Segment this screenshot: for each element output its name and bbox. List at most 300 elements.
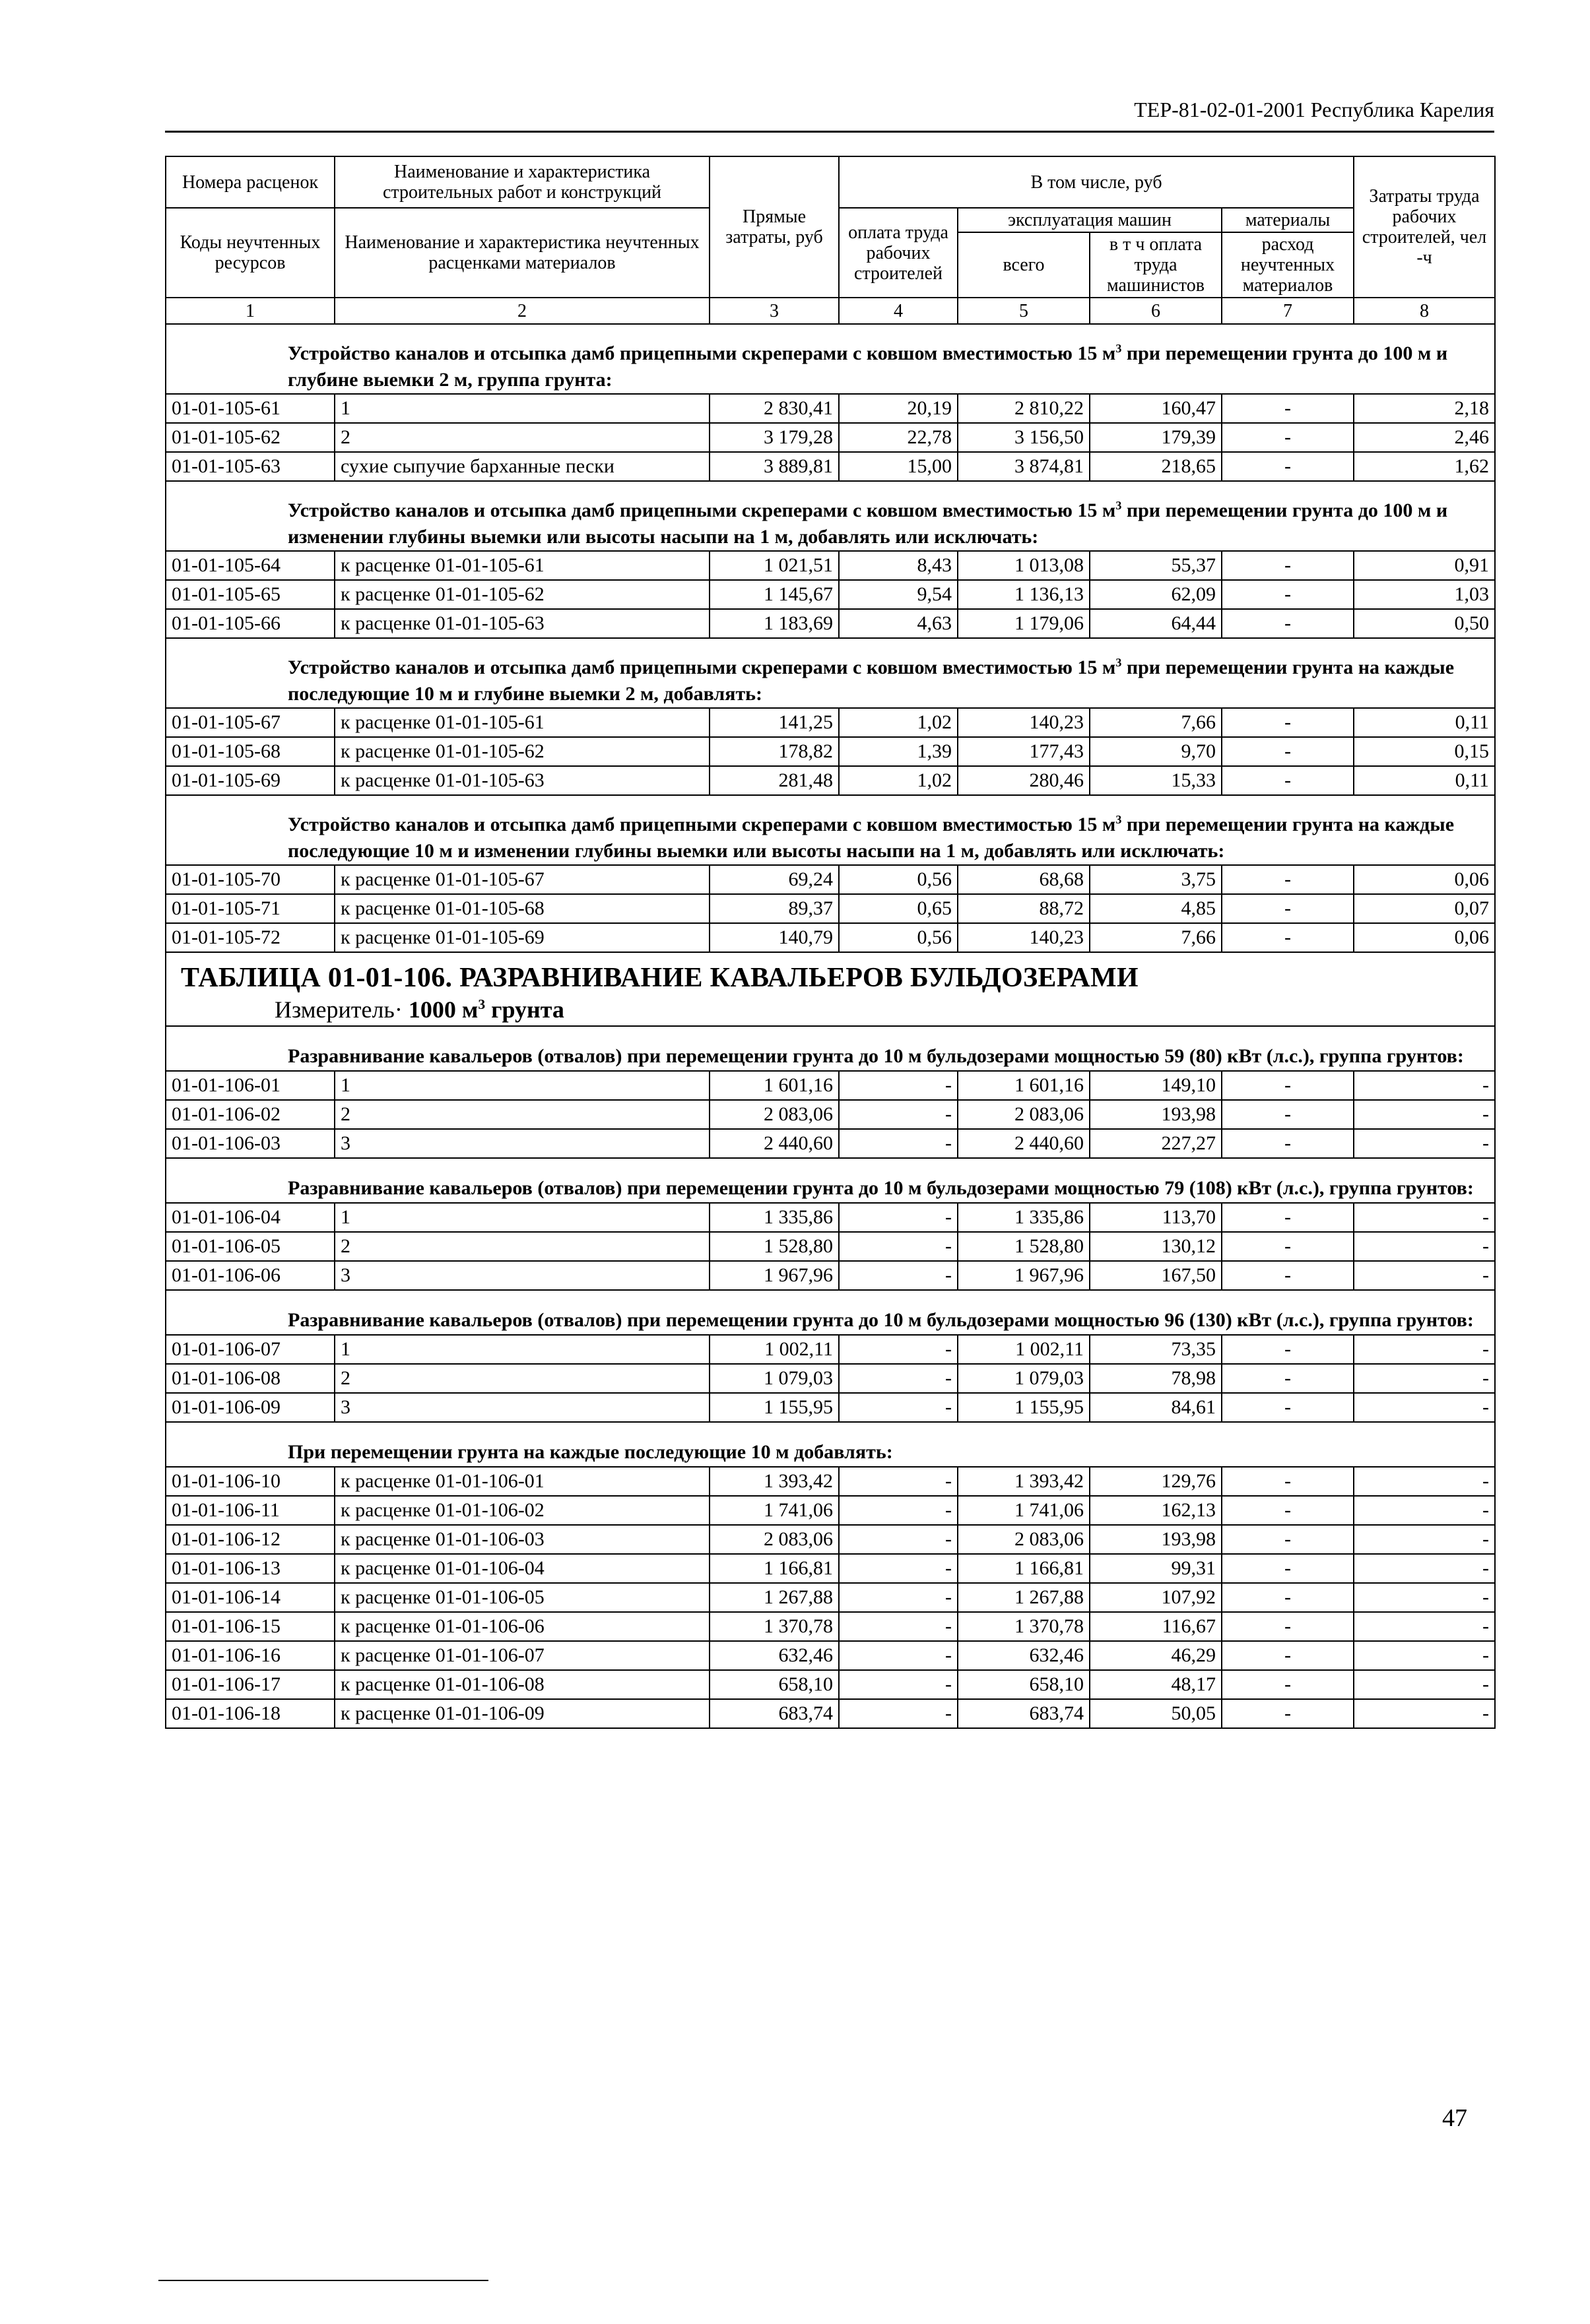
cell-material-use: - [1222, 1699, 1354, 1728]
cell-rate-code: 01-01-105-67 [166, 708, 335, 737]
section-heading-row [166, 1422, 1495, 1467]
cell-work-name: к расценке 01-01-106-08 [335, 1670, 710, 1699]
cell-operator-pay: 9,70 [1090, 737, 1222, 766]
cell-work-name: 1 [335, 1203, 710, 1232]
cell-operator-pay: 73,35 [1090, 1335, 1222, 1364]
cell-direct-costs: 141,25 [710, 708, 839, 737]
cell-worker-pay: - [839, 1071, 958, 1100]
cell-worker-pay: 15,00 [839, 452, 958, 481]
cell-machine-total: 1 335,86 [958, 1203, 1090, 1232]
cell-machine-total: 1 393,42 [958, 1467, 1090, 1496]
table-row [166, 1583, 1495, 1612]
table-body [166, 324, 1495, 1728]
cell-machine-total: 683,74 [958, 1699, 1090, 1728]
table-row [166, 708, 1495, 737]
cell-work-name: к расценке 01-01-105-68 [335, 894, 710, 923]
cell-material-use: - [1222, 865, 1354, 894]
cell-material-use: - [1222, 1612, 1354, 1641]
cell-rate-code: 01-01-106-12 [166, 1525, 335, 1554]
section-heading-row [166, 638, 1495, 708]
cell-work-name: 2 [335, 1100, 710, 1129]
cell-worker-pay: - [839, 1699, 958, 1728]
section-heading-row [166, 481, 1495, 551]
cell-operator-pay: 84,61 [1090, 1393, 1222, 1422]
section-heading-text: Устройство каналов и отсыпка дамб прицепными скреперами с ковшом вместимостью 15 м [288, 500, 1116, 521]
cell-work-name: 1 [335, 394, 710, 423]
cell-work-name: к расценке 01-01-106-02 [335, 1496, 710, 1525]
cell-rate-code: 01-01-106-17 [166, 1670, 335, 1699]
cell-worker-pay: - [839, 1496, 958, 1525]
table-row [166, 1670, 1495, 1699]
cell-direct-costs: 1 183,69 [710, 609, 839, 638]
cell-operator-pay: 48,17 [1090, 1670, 1222, 1699]
cell-direct-costs: 683,74 [710, 1699, 839, 1728]
cell-direct-costs: 1 393,42 [710, 1467, 839, 1496]
col-header-materials: материалы [1222, 208, 1354, 232]
cell-material-use: - [1222, 923, 1354, 952]
cell-machine-total: 1 166,81 [958, 1554, 1090, 1583]
cell-operator-pay: 167,50 [1090, 1261, 1222, 1290]
section-heading [166, 1026, 1495, 1071]
cell-material-use: - [1222, 609, 1354, 638]
cell-work-name: к расценке 01-01-106-06 [335, 1612, 710, 1641]
table-row [166, 894, 1495, 923]
section-heading-tail: при перемещении грунта до 100 м и глубине выемки 2 м, группа грунта: [288, 342, 1448, 391]
cell-direct-costs: 658,10 [710, 1670, 839, 1699]
cell-labor-hours: 0,11 [1354, 708, 1495, 737]
col-header-material-use: расход неучтенных материалов [1222, 232, 1354, 298]
rates-table [165, 156, 1496, 1729]
cell-operator-pay: 46,29 [1090, 1641, 1222, 1670]
section-heading-row [166, 1158, 1495, 1203]
cell-worker-pay: - [839, 1467, 958, 1496]
cell-direct-costs: 2 083,06 [710, 1525, 839, 1554]
cell-machine-total: 140,23 [958, 708, 1090, 737]
cell-labor-hours: 0,91 [1354, 551, 1495, 580]
section-heading-row [166, 1290, 1495, 1335]
cell-machine-total: 1 741,06 [958, 1496, 1090, 1525]
cell-material-use: - [1222, 1203, 1354, 1232]
cell-labor-hours: 1,03 [1354, 580, 1495, 609]
col-number: 2 [335, 298, 710, 324]
cell-work-name: к расценке 01-01-106-01 [335, 1467, 710, 1496]
cell-operator-pay: 7,66 [1090, 708, 1222, 737]
cell-machine-total: 68,68 [958, 865, 1090, 894]
cell-direct-costs: 3 179,28 [710, 423, 839, 452]
cell-rate-code: 01-01-105-70 [166, 865, 335, 894]
cell-rate-code: 01-01-105-69 [166, 766, 335, 795]
cell-material-use: - [1222, 1393, 1354, 1422]
cell-rate-code: 01-01-105-72 [166, 923, 335, 952]
cell-direct-costs: 1 967,96 [710, 1261, 839, 1290]
section-heading-row [166, 1026, 1495, 1071]
cell-worker-pay: 20,19 [839, 394, 958, 423]
col-header-labor-hours: Затраты труда рабочих строителей, чел -ч [1354, 156, 1495, 298]
cell-rate-code: 01-01-106-09 [166, 1393, 335, 1422]
section-heading [166, 795, 1495, 865]
cell-operator-pay: 149,10 [1090, 1071, 1222, 1100]
cell-worker-pay: 22,78 [839, 423, 958, 452]
measure-value: 1000 м [408, 996, 479, 1023]
cell-worker-pay: 0,56 [839, 923, 958, 952]
cell-direct-costs: 2 083,06 [710, 1100, 839, 1129]
cell-material-use: - [1222, 1670, 1354, 1699]
cell-rate-code: 01-01-105-65 [166, 580, 335, 609]
table-row [166, 1364, 1495, 1393]
section-heading-sup: 3 [1115, 342, 1122, 355]
cell-rate-code: 01-01-106-08 [166, 1364, 335, 1393]
cell-work-name: 2 [335, 1364, 710, 1393]
cell-machine-total: 2 083,06 [958, 1100, 1090, 1129]
col-header-resource-codes: Коды неучтенных ресурсов [166, 208, 335, 298]
cell-direct-costs: 1 002,11 [710, 1335, 839, 1364]
cell-direct-costs: 89,37 [710, 894, 839, 923]
cell-machine-total: 2 810,22 [958, 394, 1090, 423]
cell-labor-hours: - [1354, 1129, 1495, 1158]
cell-labor-hours: - [1354, 1612, 1495, 1641]
cell-work-name: 3 [335, 1393, 710, 1422]
cell-worker-pay: - [839, 1100, 958, 1129]
cell-work-name: 1 [335, 1071, 710, 1100]
table-row [166, 1467, 1495, 1496]
table-row [166, 737, 1495, 766]
cell-labor-hours: 0,06 [1354, 923, 1495, 952]
cell-rate-code: 01-01-105-63 [166, 452, 335, 481]
cell-machine-total: 177,43 [958, 737, 1090, 766]
cell-work-name: к расценке 01-01-105-63 [335, 609, 710, 638]
cell-labor-hours: 2,46 [1354, 423, 1495, 452]
cell-worker-pay: 1,39 [839, 737, 958, 766]
cell-machine-total: 658,10 [958, 1670, 1090, 1699]
table-row [166, 1699, 1495, 1728]
cell-operator-pay: 99,31 [1090, 1554, 1222, 1583]
cell-direct-costs: 140,79 [710, 923, 839, 952]
section-heading [166, 481, 1495, 551]
cell-direct-costs: 1 155,95 [710, 1393, 839, 1422]
cell-worker-pay: - [839, 1525, 958, 1554]
col-header-rate-numbers: Номера расценок [166, 156, 335, 208]
cell-direct-costs: 1 528,80 [710, 1232, 839, 1261]
cell-material-use: - [1222, 894, 1354, 923]
cell-operator-pay: 193,98 [1090, 1525, 1222, 1554]
cell-work-name: 3 [335, 1261, 710, 1290]
cell-material-use: - [1222, 580, 1354, 609]
cell-operator-pay: 78,98 [1090, 1364, 1222, 1393]
cell-worker-pay: - [839, 1364, 958, 1393]
cell-material-use: - [1222, 551, 1354, 580]
cell-work-name: к расценке 01-01-106-07 [335, 1641, 710, 1670]
cell-machine-total: 1 370,78 [958, 1612, 1090, 1641]
cell-machine-total: 632,46 [958, 1641, 1090, 1670]
measure-tail: грунта [485, 996, 564, 1023]
col-header-work-name: Наименование и характеристика строительных работ и конструкций [335, 156, 710, 208]
cell-operator-pay: 116,67 [1090, 1612, 1222, 1641]
cell-rate-code: 01-01-106-16 [166, 1641, 335, 1670]
cell-labor-hours: - [1354, 1261, 1495, 1290]
cell-operator-pay: 129,76 [1090, 1467, 1222, 1496]
section-heading-text: Разравнивание кавальеров (отвалов) при перемещении грунта до 10 м бульдозерами мощностью 79 (108) кВт (л.с.), группа грунтов: [288, 1177, 1474, 1199]
table-row [166, 1100, 1495, 1129]
cell-work-name: 2 [335, 1232, 710, 1261]
section-heading-text: Разравнивание кавальеров (отвалов) при перемещении грунта до 10 м бульдозерами мощностью 59 (80) кВт (л.с.), группа грунтов: [288, 1045, 1464, 1067]
section-heading-tail: при перемещении грунта на каждые последующие 10 м и глубине выемки 2 м, добавлять: [288, 657, 1455, 705]
cell-worker-pay: - [839, 1261, 958, 1290]
cell-direct-costs: 632,46 [710, 1641, 839, 1670]
cell-material-use: - [1222, 423, 1354, 452]
cell-machine-total: 1 136,13 [958, 580, 1090, 609]
cell-labor-hours: - [1354, 1071, 1495, 1100]
section-heading-sup: 3 [1115, 499, 1122, 512]
cell-labor-hours: - [1354, 1525, 1495, 1554]
col-number: 1 [166, 298, 335, 324]
cell-operator-pay: 113,70 [1090, 1203, 1222, 1232]
cell-worker-pay: - [839, 1670, 958, 1699]
cell-rate-code: 01-01-106-04 [166, 1203, 335, 1232]
cell-machine-total: 2 440,60 [958, 1129, 1090, 1158]
cell-labor-hours: - [1354, 1583, 1495, 1612]
table-row [166, 1554, 1495, 1583]
cell-operator-pay: 162,13 [1090, 1496, 1222, 1525]
cell-material-use: - [1222, 1232, 1354, 1261]
cell-operator-pay: 218,65 [1090, 452, 1222, 481]
cell-worker-pay: - [839, 1612, 958, 1641]
cell-labor-hours: - [1354, 1496, 1495, 1525]
table-row [166, 1641, 1495, 1670]
cell-worker-pay: 4,63 [839, 609, 958, 638]
document-header: ТЕР-81-02-01-2001 Республика Карелия [1134, 98, 1494, 121]
cell-operator-pay: 3,75 [1090, 865, 1222, 894]
cell-operator-pay: 15,33 [1090, 766, 1222, 795]
col-number: 8 [1354, 298, 1495, 324]
cell-labor-hours: - [1354, 1554, 1495, 1583]
table-row [166, 394, 1495, 423]
cell-worker-pay: 1,02 [839, 708, 958, 737]
cell-rate-code: 01-01-106-06 [166, 1261, 335, 1290]
cell-material-use: - [1222, 1554, 1354, 1583]
col-number: 6 [1090, 298, 1222, 324]
cell-material-use: - [1222, 1641, 1354, 1670]
cell-rate-code: 01-01-106-02 [166, 1100, 335, 1129]
cell-machine-total: 3 156,50 [958, 423, 1090, 452]
cell-worker-pay: - [839, 1232, 958, 1261]
cell-direct-costs: 2 440,60 [710, 1129, 839, 1158]
cell-labor-hours: - [1354, 1100, 1495, 1129]
cell-work-name: 3 [335, 1129, 710, 1158]
cell-material-use: - [1222, 1496, 1354, 1525]
cell-rate-code: 01-01-106-15 [166, 1612, 335, 1641]
cell-machine-total: 1 967,96 [958, 1261, 1090, 1290]
cell-rate-code: 01-01-106-07 [166, 1335, 335, 1364]
table-row [166, 1612, 1495, 1641]
table-head [166, 156, 1495, 324]
cell-work-name: 1 [335, 1335, 710, 1364]
cell-direct-costs: 1 021,51 [710, 551, 839, 580]
section-heading-sup: 3 [1115, 656, 1122, 669]
section-heading-row [166, 324, 1495, 394]
cell-operator-pay: 130,12 [1090, 1232, 1222, 1261]
table-row [166, 1261, 1495, 1290]
cell-work-name: к расценке 01-01-105-69 [335, 923, 710, 952]
cell-rate-code: 01-01-105-66 [166, 609, 335, 638]
table-row [166, 1232, 1495, 1261]
section-heading-text: Устройство каналов и отсыпка дамб прицепными скреперами с ковшом вместимостью 15 м [288, 814, 1116, 835]
table-row [166, 580, 1495, 609]
cell-labor-hours: 0,50 [1354, 609, 1495, 638]
cell-operator-pay: 227,27 [1090, 1129, 1222, 1158]
cell-machine-total: 3 874,81 [958, 452, 1090, 481]
cell-worker-pay: 0,65 [839, 894, 958, 923]
cell-direct-costs: 281,48 [710, 766, 839, 795]
cell-rate-code: 01-01-106-10 [166, 1467, 335, 1496]
section-heading-tail: при перемещении грунта до 100 м и изменении глубины выемки или высоты насыпи на 1 м, добавлять или исключать: [288, 500, 1448, 548]
cell-worker-pay: 9,54 [839, 580, 958, 609]
cell-labor-hours: 1,62 [1354, 452, 1495, 481]
cell-worker-pay: - [839, 1554, 958, 1583]
cell-labor-hours: - [1354, 1393, 1495, 1422]
section-heading-text: Устройство каналов и отсыпка дамб прицепными скреперами с ковшом вместимостью 15 м [288, 657, 1116, 678]
section-heading [166, 638, 1495, 708]
cell-labor-hours: - [1354, 1641, 1495, 1670]
cell-labor-hours: - [1354, 1699, 1495, 1728]
cell-work-name: сухие сыпучие барханные пески [335, 452, 710, 481]
cell-work-name: к расценке 01-01-106-03 [335, 1525, 710, 1554]
table-row [166, 1525, 1495, 1554]
measure-label: Измеритель· [275, 996, 403, 1023]
cell-labor-hours: - [1354, 1670, 1495, 1699]
cell-operator-pay: 107,92 [1090, 1583, 1222, 1612]
cell-work-name: к расценке 01-01-105-62 [335, 580, 710, 609]
cell-direct-costs: 69,24 [710, 865, 839, 894]
cell-work-name: к расценке 01-01-105-63 [335, 766, 710, 795]
cell-direct-costs: 1 601,16 [710, 1071, 839, 1100]
cell-machine-total: 1 013,08 [958, 551, 1090, 580]
cell-material-use: - [1222, 1335, 1354, 1364]
cell-direct-costs: 1 145,67 [710, 580, 839, 609]
cell-labor-hours: - [1354, 1364, 1495, 1393]
measure-line [275, 996, 1481, 1023]
cell-worker-pay: 0,56 [839, 865, 958, 894]
cell-machine-total: 1 267,88 [958, 1583, 1090, 1612]
cell-labor-hours: - [1354, 1203, 1495, 1232]
col-header-materials-name: Наименование и характеристика неучтенных расценками материалов [335, 208, 710, 298]
cell-worker-pay: 8,43 [839, 551, 958, 580]
cell-direct-costs: 2 830,41 [710, 394, 839, 423]
cell-labor-hours: 0,06 [1354, 865, 1495, 894]
cell-direct-costs: 1 166,81 [710, 1554, 839, 1583]
table-row [166, 551, 1495, 580]
cell-rate-code: 01-01-106-03 [166, 1129, 335, 1158]
col-header-direct-costs: Прямые затраты, руб [710, 156, 839, 298]
cell-rate-code: 01-01-105-62 [166, 423, 335, 452]
col-number: 7 [1222, 298, 1354, 324]
cell-work-name: к расценке 01-01-105-67 [335, 865, 710, 894]
section-heading-sup: 3 [1115, 813, 1122, 826]
cell-material-use: - [1222, 737, 1354, 766]
section-heading-text: Устройство каналов и отсыпка дамб прицепными скреперами с ковшом вместимостью 15 м [288, 342, 1116, 364]
col-header-machine-total: всего [958, 232, 1090, 298]
table-title: ТАБЛИЦА 01-01-106. РАЗРАВНИВАНИЕ КАВАЛЬЕРОВ БУЛЬДОЗЕРАМИ [181, 963, 1139, 993]
cell-operator-pay: 62,09 [1090, 580, 1222, 609]
cell-labor-hours: 0,15 [1354, 737, 1495, 766]
cell-work-name: к расценке 01-01-106-09 [335, 1699, 710, 1728]
cell-work-name: к расценке 01-01-105-61 [335, 708, 710, 737]
section-heading [166, 1290, 1495, 1335]
cell-rate-code: 01-01-106-13 [166, 1554, 335, 1583]
cell-rate-code: 01-01-106-18 [166, 1699, 335, 1728]
cell-machine-total: 140,23 [958, 923, 1090, 952]
cell-material-use: - [1222, 1467, 1354, 1496]
section-heading [166, 1422, 1495, 1467]
cell-direct-costs: 178,82 [710, 737, 839, 766]
cell-operator-pay: 64,44 [1090, 609, 1222, 638]
table-row [166, 1496, 1495, 1525]
cell-machine-total: 1 601,16 [958, 1071, 1090, 1100]
cell-rate-code: 01-01-105-64 [166, 551, 335, 580]
cell-direct-costs: 1 335,86 [710, 1203, 839, 1232]
col-header-operator-pay: в т ч оплата труда машинистов [1090, 232, 1222, 298]
page-number: 47 [1442, 2104, 1467, 2132]
cell-material-use: - [1222, 1100, 1354, 1129]
cell-work-name: к расценке 01-01-106-04 [335, 1554, 710, 1583]
cell-worker-pay: - [839, 1583, 958, 1612]
cell-worker-pay: - [839, 1203, 958, 1232]
cell-work-name: к расценке 01-01-106-05 [335, 1583, 710, 1612]
cell-machine-total: 1 155,95 [958, 1393, 1090, 1422]
cell-labor-hours: 0,11 [1354, 766, 1495, 795]
cell-work-name: к расценке 01-01-105-61 [335, 551, 710, 580]
cell-operator-pay: 4,85 [1090, 894, 1222, 923]
cell-labor-hours: 2,18 [1354, 394, 1495, 423]
cell-material-use: - [1222, 394, 1354, 423]
cell-machine-total: 280,46 [958, 766, 1090, 795]
cell-rate-code: 01-01-105-68 [166, 737, 335, 766]
cell-rate-code: 01-01-106-01 [166, 1071, 335, 1100]
table-row [166, 423, 1495, 452]
cell-operator-pay: 160,47 [1090, 394, 1222, 423]
cell-direct-costs: 1 079,03 [710, 1364, 839, 1393]
section-heading-row [166, 795, 1495, 865]
table-row [166, 923, 1495, 952]
cell-machine-total: 1 002,11 [958, 1335, 1090, 1364]
cell-work-name: к расценке 01-01-105-62 [335, 737, 710, 766]
section-heading [166, 324, 1495, 394]
table-row [166, 1203, 1495, 1232]
cell-operator-pay: 193,98 [1090, 1100, 1222, 1129]
cell-direct-costs: 1 267,88 [710, 1583, 839, 1612]
table-row [166, 1335, 1495, 1364]
cell-material-use: - [1222, 1261, 1354, 1290]
cell-rate-code: 01-01-106-05 [166, 1232, 335, 1261]
cell-operator-pay: 55,37 [1090, 551, 1222, 580]
measure-sup: 3 [478, 996, 486, 1012]
cell-worker-pay: - [839, 1641, 958, 1670]
cell-material-use: - [1222, 1525, 1354, 1554]
cell-worker-pay: - [839, 1393, 958, 1422]
cell-direct-costs: 1 370,78 [710, 1612, 839, 1641]
cell-direct-costs: 3 889,81 [710, 452, 839, 481]
cell-material-use: - [1222, 708, 1354, 737]
table-row [166, 609, 1495, 638]
col-number: 5 [958, 298, 1090, 324]
cell-worker-pay: 1,02 [839, 766, 958, 795]
cell-machine-total: 1 528,80 [958, 1232, 1090, 1261]
cell-material-use: - [1222, 452, 1354, 481]
cell-material-use: - [1222, 1129, 1354, 1158]
measure-unit [409, 996, 564, 1023]
cell-material-use: - [1222, 766, 1354, 795]
cell-machine-total: 1 179,06 [958, 609, 1090, 638]
cell-rate-code: 01-01-106-14 [166, 1583, 335, 1612]
